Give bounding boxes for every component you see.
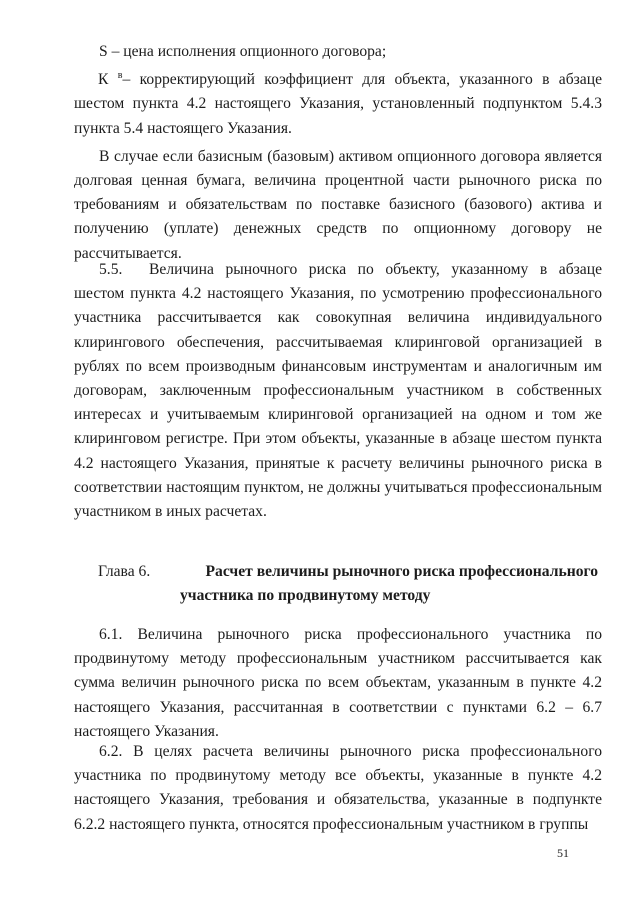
paragraph-number: 5.5. — [99, 261, 123, 278]
chapter-title-line-1: Расчет величины рыночного риска профессионального — [205, 563, 598, 580]
k-letter: К — [98, 71, 109, 89]
upper-text-block — [74, 40, 602, 266]
page-number: 51 — [557, 846, 569, 860]
paragraph-text: 6.1. Величина рыночного риска профессионального участника по продвинутому методу профессиональным участником рассчитывается как сумма величин рыночного риска по всем объектам, указанным в пункте 4.2 настоящего Указания, рассчитанная в соответствии с пунктами 6.2 – 6.7 настоящего Указания. — [74, 626, 602, 740]
s-definition: S – цена исполнения опционного договора; — [99, 43, 387, 60]
paragraph-text: Величина рыночного риска по объекту, указанному в абзаце шестом пункта 4.2 настоящего Указания, по усмотрению профессионального участника рассчитывается как совокупная величина индивидуального клирингового обеспечения, рассчитываемая клиринговой организацией в рублях по всем производным финансовым инструментам и аналогичным им договорам, заключенным профессиональным участником в собственных интересах и учитываемым клиринговой организацией на одном и том же клиринговом регистре. При этом объекты, указанные в абзаце шестом пункта 4.2 настоящего Указания, принятые к расчету величины рыночного риска в соответствии настоящим пунктом, не должны учитываться профессиональным участником в иных расчетах. — [74, 261, 602, 521]
paragraph-6-1 — [74, 623, 602, 744]
k-definition — [74, 64, 602, 141]
bond-paragraph: В случае если базисным (базовым) активом опционного договора является долговая ценная бумага, величина процентной части рыночного риска по требованиям и обязательствам по поставке базисного (базового) актива и получению (уплате) денежных средств по опционному договору не рассчитывается. — [74, 147, 602, 262]
paragraph-text: 6.2. В целях расчета величины рыночного риска профессионального участника по продвинутому методу все объекты, указанные в пункте 4.2 настоящего Указания, требования и обязательства, указанные в подпункте 6.2.2 настоящего пункта, относятся профессиональным участником в группы — [74, 743, 602, 833]
chapter-number: Глава 6. — [98, 563, 151, 580]
paragraph-6-2 — [74, 740, 602, 837]
k-definition-text: – корректирующий коэффициент для объекта, указанного в абзаце шестом пункта 4.2 настоящего Указания, установленный подпунктом 5.4.3 пункта 5.4 настоящего Указания. — [74, 71, 602, 137]
paragraph-5-5 — [74, 258, 602, 524]
k-superscript: в — [117, 70, 123, 82]
chapter-title-line-2: участника по продвинутому методу — [180, 587, 431, 605]
chapter-heading — [98, 560, 598, 608]
